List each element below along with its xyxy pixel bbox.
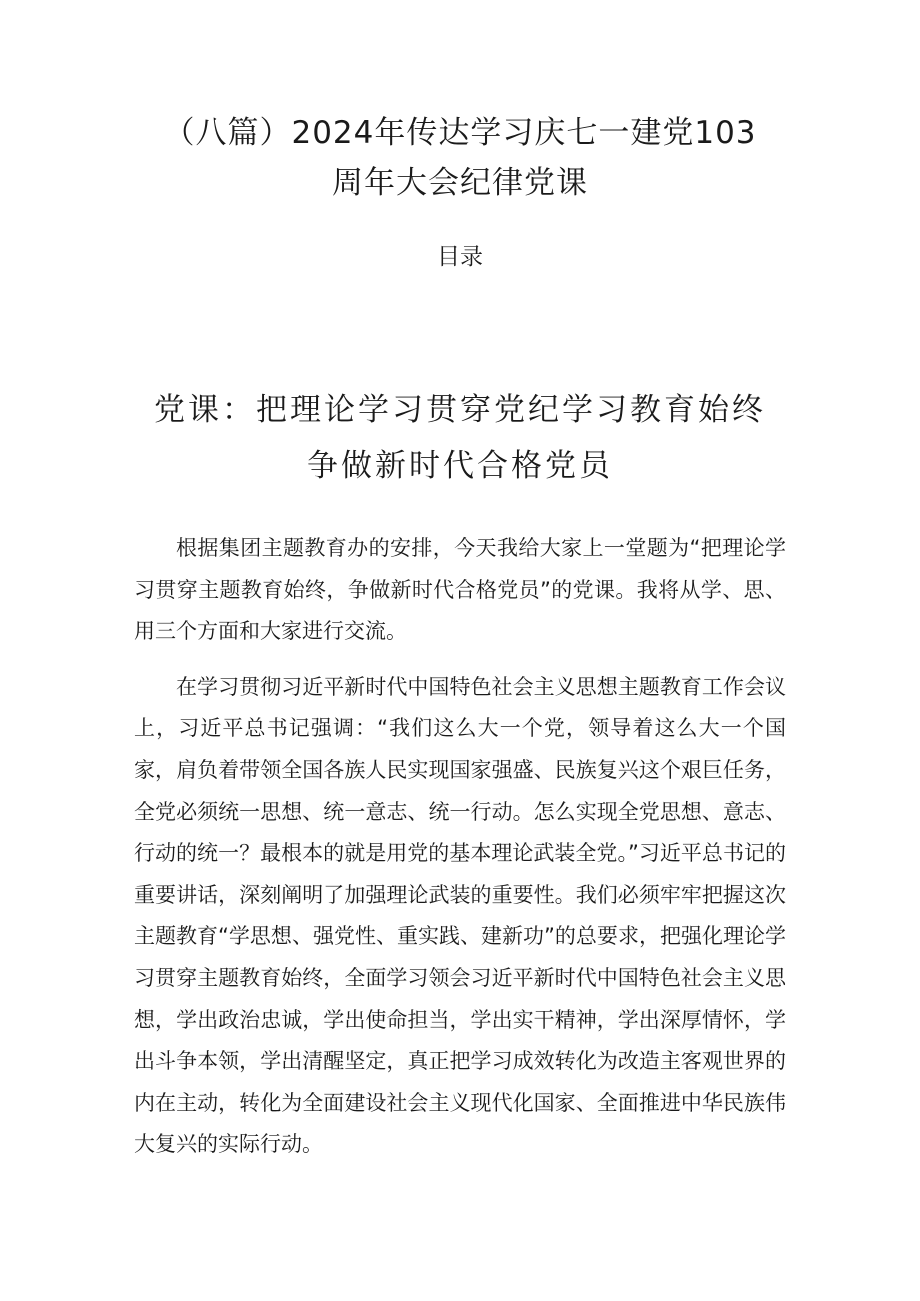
document-title-line-1: （八篇）2024年传达学习庆七一建党103 xyxy=(163,115,757,151)
body-text xyxy=(134,528,786,1180)
toc-heading: 目录 xyxy=(437,244,483,270)
lesson-title-line-2: 争做新时代合格党员 xyxy=(307,448,613,484)
document-title-line-2: 周年大会纪律党课 xyxy=(332,165,588,201)
document-title xyxy=(0,108,920,208)
paragraph-1: 根据集团主题教育办的安排，今天我给大家上一堂题为“把理论学习贯穿主题教育始终，争做新时代合格党员”的党课。我将从学、思、用三个方面和大家进行交流。 xyxy=(134,536,786,644)
paragraph-2: 在学习贯彻习近平新时代中国特色社会主义思想主题教育工作会议上，习近平总书记强调：“我们这么大一个党，领导着这么大一个国家，肩负着带领全国各族人民实现国家强盛、民族复兴这个艰巨任务，全党必须统一思想、统一意志、统一行动。怎么实现全党思想、意志、行动的统一？最根本的就是用党的基本理论武装全党。”习近平总书记的重要讲话，深刻阐明了加强理论武装的重要性。我们必须牢牢把握这次主题教育“学思想、强党性、重实践、建新功”的总要求，把强化理论学习贯穿主题教育始终，全面学习领会习近平新时代中国特色社会主义思想，学出政治忠诚，学出使命担当，学出实干精神，学出深厚情怀，学出斗争本领，学出清醒坚定，真正把学习成效转化为改造主客观世界的内在主动，转化为全面建设社会主义现代化国家、全面推进中华民族伟大复兴的实际行动。 xyxy=(134,674,786,1157)
lesson-title-line-1: 党课：把理论学习贯穿党纪学习教育始终 xyxy=(154,392,766,428)
lesson-title xyxy=(0,382,920,494)
